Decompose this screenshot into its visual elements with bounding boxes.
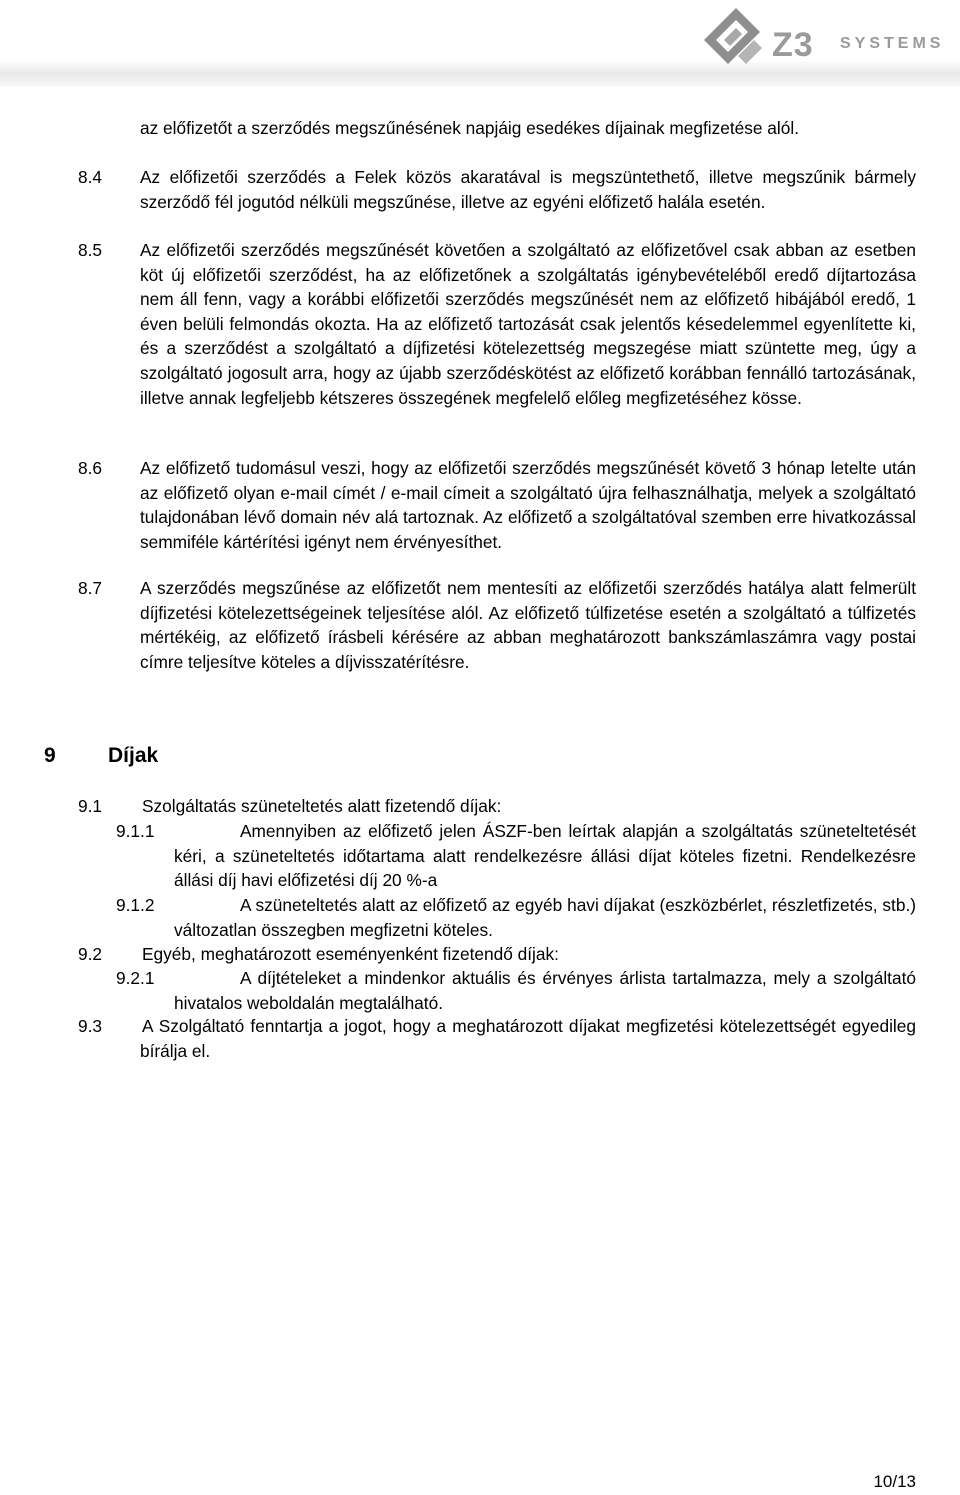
- paragraph-text: A szerződés megszűnése az előfizetőt nem mentesíti az előfizetői szerződés hatálya alatt felmerült díjfizetési kötelezettségeinek teljesítése alól. Az előfizető túlfizetése esetén a szolgáltató a túlfizetés mértékéig, az előfizető írásbeli kérésére az abban meghatározott bankszámlaszámra vagy postai címre teljesítve köteles a díjvisszatérítésre.: [140, 578, 916, 672]
- subsection-text: A díjtételeket a mindenkor aktuális és érvényes árlista tartalmazza, mely a szolgáltató hivatalos weboldalán megtalálható.: [174, 968, 916, 1013]
- subsection-9-1: [78, 794, 916, 819]
- paragraph-8-7: [78, 576, 916, 674]
- subsection-number: 9.3: [78, 1016, 103, 1036]
- subsection-text: A Szolgáltató fenntartja a jogot, hogy a meghatározott díjakat megfizetési kötelezettségét egyedileg bírálja el.: [140, 1016, 916, 1061]
- subsection-number: 9.1.2: [116, 895, 155, 915]
- paragraph-text: Az előfizetői szerződés a Felek közös akaratával is megszüntethető, illetve megszűnik bármely szerződő fél jogutód nélküli megszűnése, illetve az egyéni előfizető halála esetén.: [140, 167, 916, 212]
- subsection-9-2: [78, 942, 916, 967]
- subsection-text: Amennyiben az előfizető jelen ÁSZF-ben leírtak alapján a szolgáltatás szüneteltetését kéri, a szüneteltetés időtartama alatt rendelkezésre állási díjat köteles fizetni. Rendelkezésre állási díj havi előfizetési díj 20 %-a: [174, 821, 916, 891]
- subsection-9-2-1: [116, 966, 916, 1015]
- subsection-number: 9.1.1: [116, 821, 155, 841]
- paragraph-8-4: [78, 165, 916, 214]
- subsection-text: Egyéb, meghatározott eseményenként fizetendő díjak:: [142, 944, 559, 964]
- logo-brand-text: SYSTEMS: [840, 35, 945, 52]
- company-logo: [698, 2, 954, 78]
- subsection-9-3: [78, 1014, 916, 1063]
- z3-logo-mark-icon: [698, 2, 778, 78]
- paragraph-8-5: [78, 238, 916, 410]
- subsection-text: A szüneteltetés alatt az előfizető az egyéb havi díjakat (eszközbérlet, részletfizetés, stb.) változatlan összegben megfizetni köteles.: [174, 895, 916, 940]
- subsection-number: 9.2: [78, 944, 103, 964]
- paragraph-text: Az előfizetői szerződés megszűnését követően a szolgáltató az előfizetővel csak abban az esetben köt új előfizetői szerződést, ha az előfizetőnek a szolgáltatás igénybevételéből eredő díjtartozása nem áll fenn, vagy a korábbi előfizetői szerződés megszűnését nem az előfizető hibájából eredő, 1 éven belüli felmondás okozta. Ha az előfizető tartozását csak jelentős késedelemmel egyenlítette ki, és a szerződést a szolgáltató a díjfizetési kötelezettség megszegése miatt szüntette meg, úgy a szolgáltató jogosult arra, hogy az újabb szerződéskötést az előfizető korábban fennálló tartozásának, illetve annak legfeljebb kétszeres összegének megfelelő előleg megfizetéséhez kösse.: [140, 240, 916, 408]
- subsection-9-1-1: [116, 819, 916, 893]
- section-title: Díjak: [108, 744, 159, 767]
- subsection-text: Szolgáltatás szüneteltetés alatt fizetendő díjak:: [142, 796, 502, 816]
- paragraph-number: 8.7: [78, 578, 103, 598]
- subsection-number: 9.2.1: [116, 968, 155, 988]
- logo-mark-text: Z3: [772, 26, 814, 64]
- paragraph-8-6: [78, 456, 916, 554]
- paragraph-continuation: az előfizetőt a szerződés megszűnésének napjáig esedékes díjainak megfizetése alól.: [140, 118, 799, 138]
- paragraph-number: 8.5: [78, 240, 103, 260]
- paragraph-number: 8.6: [78, 458, 103, 478]
- section-number: 9: [44, 744, 56, 767]
- page-number: 10/13: [873, 1472, 916, 1491]
- paragraph-text: Az előfizető tudomásul veszi, hogy az előfizetői szerződés megszűnését követő 3 hónap letelte után az előfizető olyan e-mail címét / e-mail címeit a szolgáltató újra felhasználhatja, melyek a szolgáltató tulajdonában lévő domain név alá tartoznak. Az előfizető a szolgáltatóval szemben erre hivatkozással semmiféle kártérítési igényt nem érvényesíthet.: [140, 458, 916, 552]
- paragraph-number: 8.4: [78, 167, 103, 187]
- subsection-9-1-2: [116, 893, 916, 942]
- subsection-number: 9.1: [78, 796, 103, 816]
